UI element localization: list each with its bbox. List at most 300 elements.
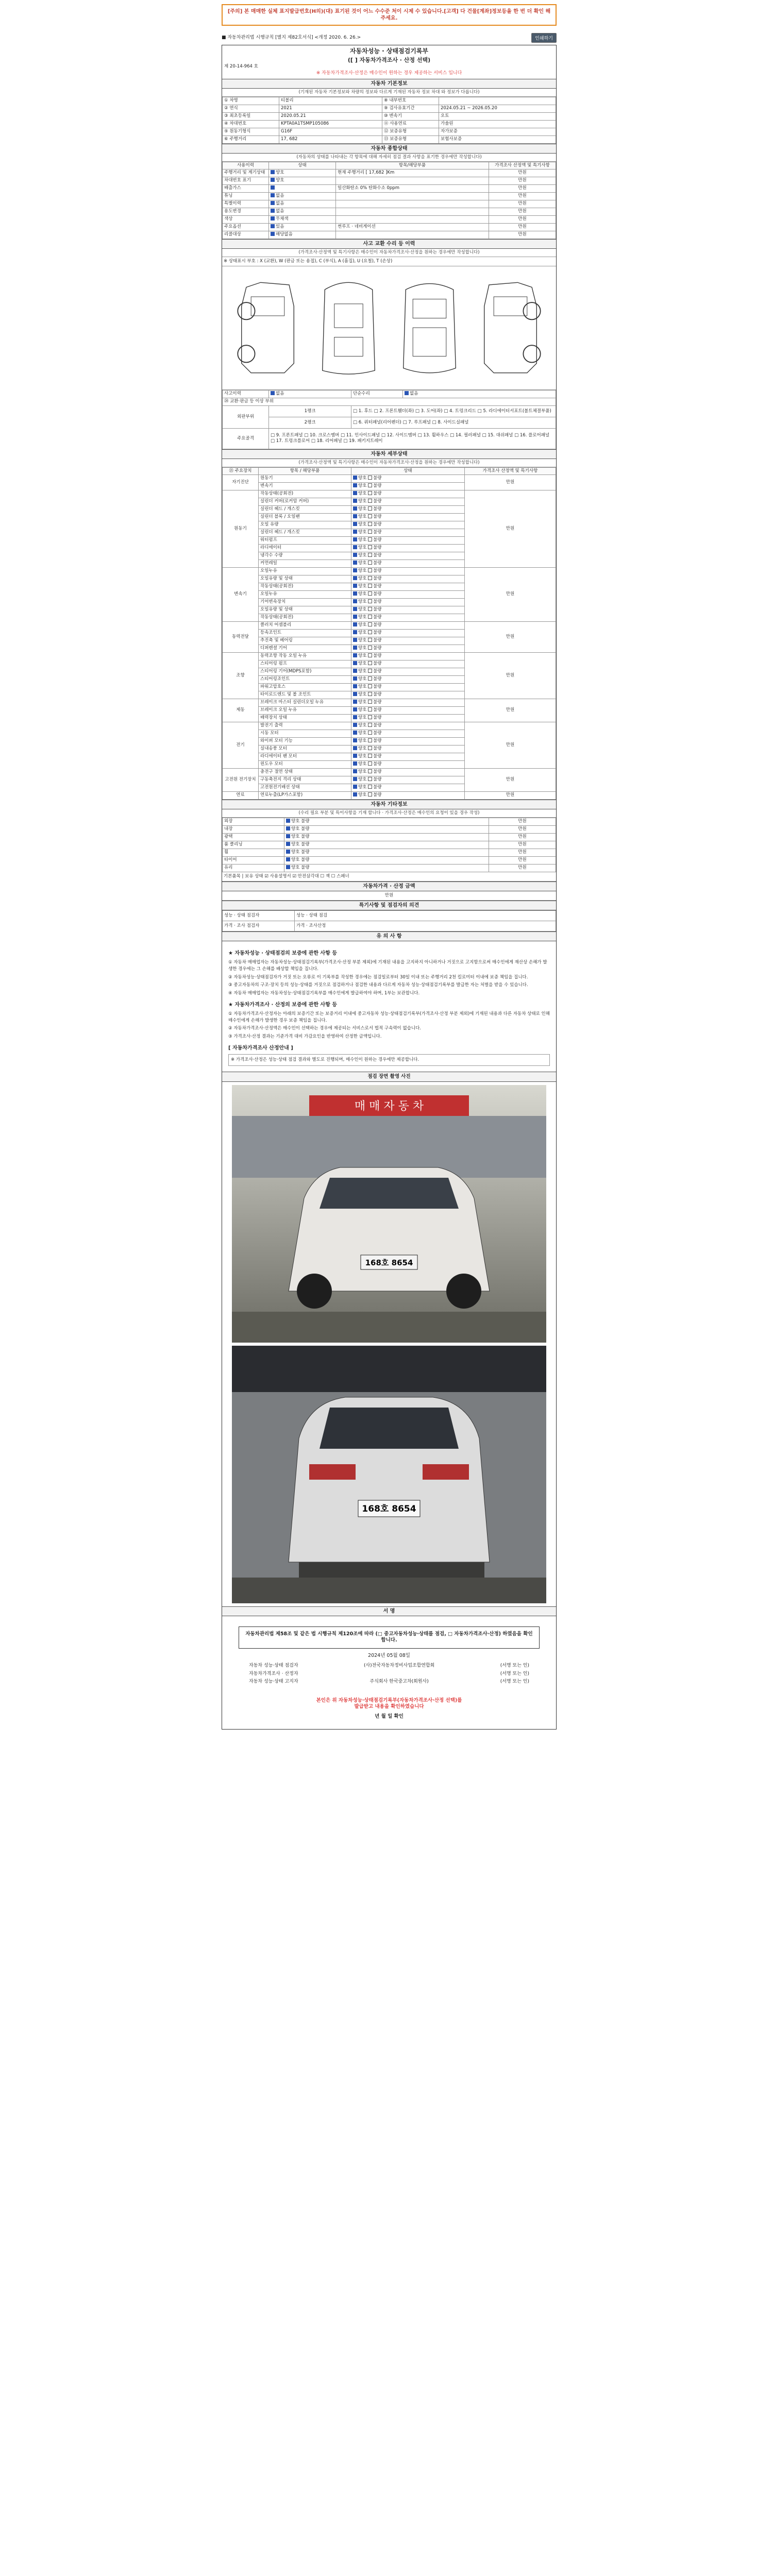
checkbox-icon[interactable] (353, 684, 357, 688)
overall-state-value: 있음 (276, 224, 284, 230)
basic-info-label: ⑪ 사용연료 (382, 120, 439, 128)
checkbox-icon[interactable] (368, 514, 372, 518)
basic-info-label: ③ 최초등록일 (223, 112, 279, 120)
checkbox-icon[interactable] (353, 576, 357, 580)
detail-item: 윈도우 모터 (259, 760, 351, 768)
checkbox-icon[interactable] (271, 201, 275, 205)
detail-item: 실린더 커버(로커암 커버) (259, 498, 351, 505)
law-reference: ■ 자동차관리법 시행규칙 [별지 제82호서식] <개정 2020. 6. 26.> (222, 35, 361, 40)
detail-item: 브레이크 오일 누유 (259, 706, 351, 714)
detail-state-bad: 불량 (373, 491, 382, 497)
detail-state-bad: 불량 (373, 646, 382, 651)
overall-state-value: 양호 (276, 170, 284, 176)
basic-info-row (223, 112, 556, 120)
etc-price: 만원 (489, 849, 556, 857)
overall-state-label: 튜닝 (223, 192, 269, 200)
detail-state-good: 양호 (358, 769, 367, 775)
checkbox-icon[interactable] (353, 607, 357, 611)
checkbox-icon[interactable] (286, 857, 290, 861)
basic-info-label: ⑬ 보증유형 (382, 135, 439, 143)
document-note: ※ 자동차가격조사·산정은 매수인이 원하는 경우 제공하는 서비스 입니다 (316, 70, 462, 76)
detail-state-bad: 불량 (373, 476, 382, 481)
checkbox-icon[interactable] (353, 561, 357, 565)
detail-item: 기어변속장치 (259, 598, 351, 606)
detail-state-good: 양호 (358, 684, 367, 690)
overall-state-row (223, 184, 556, 192)
checkbox-icon[interactable] (353, 522, 357, 526)
checkbox-icon[interactable] (368, 622, 372, 626)
detail-item: 고전원전기배선 상태 (259, 784, 351, 791)
checkbox-icon[interactable] (368, 731, 372, 735)
checkbox-icon[interactable] (368, 715, 372, 719)
detail-item: 오일 유량 (259, 521, 351, 529)
checkbox-icon[interactable] (353, 746, 357, 750)
sign-date: 2024년 05월 08일 (368, 1652, 410, 1658)
etc-value: 양호 불량 (291, 865, 310, 871)
detail-state-bad: 불량 (373, 591, 382, 597)
etc-value: 양호 불량 (291, 826, 310, 832)
detail-state-bad: 불량 (373, 506, 382, 512)
detail-state-good: 양호 (358, 607, 367, 613)
overall-state-row (223, 223, 556, 231)
detail-state-good: 양호 (358, 561, 367, 566)
notice1-title: ★ 자동차성능 · 상태점검의 보증에 관한 사항 등 (228, 951, 338, 957)
overall-state-row (223, 231, 556, 239)
checkbox-icon[interactable] (353, 537, 357, 541)
overall-state-label: 색상 (223, 215, 269, 223)
detail-item: 디퍼렌셜 기어 (259, 645, 351, 652)
checkbox-icon[interactable] (286, 850, 290, 854)
checkbox-icon[interactable] (368, 491, 372, 495)
checkbox-icon[interactable] (368, 607, 372, 611)
detail-row (223, 699, 556, 706)
detail-item: 클러치 어셈블리 (259, 621, 351, 629)
checkbox-icon[interactable] (286, 834, 290, 838)
notice2-title: ★ 자동차가격조사 · 산정의 보증에 관한 사항 등 (228, 1002, 338, 1008)
detail-item: 커먼레일 (259, 560, 351, 567)
checkbox-icon[interactable] (368, 522, 372, 526)
etc-label: 유리 (223, 865, 284, 872)
checkbox-icon[interactable] (368, 576, 372, 580)
checkbox-icon[interactable] (286, 819, 290, 823)
basic-info-row (223, 105, 556, 112)
etc-label: 휠 (223, 849, 284, 857)
footer (222, 1693, 556, 1729)
detail-state-bad: 불량 (373, 792, 382, 798)
opinion-table (222, 910, 556, 931)
detail-state-good: 양호 (358, 476, 367, 481)
exchange-rank2-row (223, 417, 556, 428)
checkbox-icon[interactable] (368, 545, 372, 549)
detail-state-good: 양호 (358, 553, 367, 558)
detail-state-good: 양호 (358, 483, 367, 489)
detail-row (223, 621, 556, 629)
detail-state-bad: 불량 (373, 684, 382, 690)
checkbox-icon[interactable] (353, 638, 357, 642)
checkbox-icon[interactable] (353, 483, 357, 487)
overall-state-price: 만원 (489, 177, 556, 184)
checkbox-icon[interactable] (353, 707, 357, 711)
record-page (222, 0, 557, 1730)
checkbox-icon[interactable] (353, 622, 357, 626)
price-head: 자동차가격 · 산정 금액 (222, 882, 556, 891)
detail-state-good: 양호 (358, 761, 367, 767)
basic-info-label: ⑫ 보증유형 (382, 128, 439, 135)
overall-state-price: 만원 (489, 223, 556, 231)
overall-state-value: 양호 (276, 178, 284, 183)
detail-state-good: 양호 (358, 630, 367, 636)
detail-state-good: 양호 (358, 669, 367, 674)
checkbox-icon[interactable] (368, 684, 372, 688)
checkbox-icon[interactable] (368, 568, 372, 572)
checkbox-icon[interactable] (368, 615, 372, 619)
overall-state-value: 없음 (276, 193, 284, 199)
opinion-label: 성능 · 상태 점검자 (223, 911, 295, 921)
checkbox-icon[interactable] (368, 723, 372, 727)
detail-item: 추진축 및 베어링 (259, 637, 351, 645)
checkbox-icon[interactable] (353, 646, 357, 650)
exchange-rank1-row: 외판부위 1랭크 □ 1. 후드 □ 2. 프론트휀더(좌) □ 3. 도어(좌) □ 4. 트렁크리드 □ 5. 라디에이터서포트(볼트체결부품) (223, 405, 556, 417)
checkbox-icon[interactable] (353, 491, 357, 495)
etc-row (223, 834, 556, 841)
checkbox-icon[interactable] (368, 530, 372, 534)
car-top-front-diagram (308, 271, 389, 384)
etc-row (223, 865, 556, 872)
checkbox-icon[interactable] (353, 630, 357, 634)
checkbox-icon[interactable] (368, 792, 372, 796)
checkbox-icon[interactable] (368, 476, 372, 480)
checkbox-icon[interactable] (353, 715, 357, 719)
detail-state-bad: 불량 (373, 530, 382, 535)
overall-state-item (336, 200, 489, 208)
detail-item: 충전구 절연 상태 (259, 768, 351, 776)
checkbox-icon[interactable] (353, 568, 357, 572)
etc-row (223, 841, 556, 849)
detail-row (223, 722, 556, 730)
detail-item: 구동축전지 격리 상태 (259, 776, 351, 784)
overall-state-value: 무채색 (276, 216, 289, 222)
notice-line: ② 자동차가격조사·산정액은 매수인이 선택하는 경우에 제공되는 서비스로서 법적 구속력이 없습니다. (228, 1026, 421, 1031)
checkbox-icon[interactable] (353, 530, 357, 534)
sign-row (249, 1679, 529, 1685)
sign-row (249, 1671, 529, 1677)
overall-state-price: 만원 (489, 208, 556, 215)
etc-value: 양호 불량 (291, 842, 310, 848)
checkbox-icon[interactable] (353, 661, 357, 665)
checkbox-icon[interactable] (353, 615, 357, 619)
checkbox-icon[interactable] (353, 792, 357, 796)
checkbox-icon[interactable] (353, 754, 357, 758)
detail-price: 만원 (465, 490, 556, 567)
basic-info-label: ① 차명 (223, 97, 279, 105)
checkbox-icon[interactable] (368, 630, 372, 634)
sign-org: 주식회사 한국중고차(회원사) (369, 1679, 429, 1685)
overall-state-label: 용도변경 (223, 208, 269, 215)
etc-value: 양호 불량 (291, 819, 310, 824)
checkbox-icon[interactable] (271, 209, 275, 213)
checkbox-icon[interactable] (353, 584, 357, 588)
etc-price: 만원 (489, 857, 556, 865)
checkbox-icon[interactable] (368, 746, 372, 750)
basic-info-table (222, 97, 556, 144)
etc-row (223, 849, 556, 857)
detail-item: 실린더 헤드 / 개스킷 (259, 529, 351, 536)
notice-line: ① 자동차가격조사·산정자는 아래의 보증기간 또는 보증거리 이내에 중고자동차 성능·상태점검기록부(가격조사·산정 부분 제외)에 기재된 내용과 다른 자동차 상태로 인해 매수인에게 손해가 발생한 경우 보증 책임을 집니다. (228, 1011, 550, 1023)
detail-state-good: 양호 (358, 514, 367, 520)
checkbox-icon[interactable] (353, 785, 357, 789)
checkbox-icon[interactable] (353, 476, 357, 480)
etc-price: 만원 (489, 834, 556, 841)
detail-item: 배력장치 상태 (259, 714, 351, 722)
checkbox-icon[interactable] (368, 584, 372, 588)
checkbox-icon[interactable] (353, 553, 357, 557)
notice-section (222, 941, 556, 1072)
checkbox-icon[interactable] (368, 553, 372, 557)
detail-item: 냉각수 수량 (259, 552, 351, 560)
detail-state-bad: 불량 (373, 653, 382, 659)
detail-price: 만원 (465, 722, 556, 768)
opinion-label: 가격 · 조사 점검자 (223, 921, 295, 931)
checkbox-icon[interactable] (353, 506, 357, 511)
detail-desc: (가격조사·산정액 및 특기사항은 매수인이 자동차가격조사·산정을 원하는 경우에만 작성합니다) (222, 459, 556, 467)
checkbox-icon[interactable] (368, 599, 372, 603)
rank1-items: □ 1. 후드 □ 2. 프론트휀더(좌) □ 3. 도어(좌) □ 4. 트렁크리드 □ 5. 라디에이터서포트(볼트체결부품) (351, 405, 556, 417)
sign-role: 자동차 성능·상태 점검자 (249, 1663, 298, 1668)
damage-desc: (가격조사·산정액 및 특기사항은 매수인이 자동차가격조사·산정을 원하는 경우에만 작성합니다) (222, 249, 556, 257)
detail-item: 오일누유 (259, 567, 351, 575)
accident-table (222, 390, 556, 449)
etc-label: 내장 (223, 826, 284, 834)
detail-state-good: 양호 (358, 638, 367, 643)
sign-mark: (서명 또는 인) (500, 1671, 529, 1676)
car-top-rear-diagram (389, 271, 470, 384)
overall-state-value: 없음 (276, 209, 284, 214)
checkbox-icon[interactable] (368, 561, 372, 565)
detail-item: 등속조인트 (259, 629, 351, 637)
col-state: 상태 (269, 162, 336, 169)
checkbox-icon[interactable] (353, 545, 357, 549)
exchange-head: ⑳ 교환·판금 등 이상 부위 (223, 398, 556, 405)
detail-item: 오일유량 및 상태 (259, 606, 351, 614)
detail-item: 스티어링조인트 (259, 675, 351, 683)
checkbox-icon[interactable] (368, 785, 372, 789)
checkbox-icon[interactable] (353, 769, 357, 773)
basic-info-label: ⑩ 변속기 (382, 112, 439, 120)
checkbox-icon[interactable] (368, 700, 372, 704)
detail-item: 타이로드엔드 및 볼 조인트 (259, 691, 351, 699)
overall-state-row (223, 208, 556, 215)
checkbox-icon[interactable] (286, 826, 290, 831)
accident-label: 사고이력 (223, 390, 269, 398)
detail-state-bad: 불량 (373, 761, 382, 767)
checkbox-icon[interactable] (353, 599, 357, 603)
detail-state-bad: 불량 (373, 707, 382, 713)
detail-state-good: 양호 (358, 491, 367, 497)
checkbox-icon[interactable] (368, 777, 372, 781)
detail-item: 동력조향 작동 오일 누유 (259, 652, 351, 660)
detail-state-good: 양호 (358, 545, 367, 551)
overall-state-item (336, 177, 489, 184)
basic-info-value: 2020.05.21 (279, 112, 382, 120)
etc-row (223, 826, 556, 834)
checkbox-icon[interactable] (368, 653, 372, 657)
detail-state-good: 양호 (358, 723, 367, 728)
basic-info-value: 오토 (439, 112, 556, 120)
overall-state-price: 만원 (489, 200, 556, 208)
detail-head: 자동차 세부상태 (222, 449, 556, 459)
checkbox-icon[interactable] (286, 865, 290, 869)
detail-col-device: ㉑ 주요장치 (223, 467, 259, 474)
overall-state-item: 썬루프 · 네비게이션 (336, 223, 489, 231)
detail-price: 만원 (465, 699, 556, 722)
checkbox-icon[interactable] (271, 216, 275, 221)
detail-item: 실내송풍 모터 (259, 745, 351, 753)
overall-state-row (223, 177, 556, 184)
detail-row (223, 768, 556, 776)
basic-info-value: 17, 682 (279, 135, 382, 143)
checkbox-icon[interactable] (353, 499, 357, 503)
print-button[interactable]: 인쇄하기 (531, 33, 557, 43)
opinion-row (223, 921, 556, 931)
basic-items-line: 기본품목 | 보유 상태 ☑ 사용설명서 ☑ 안전삼각대 ☐ 잭 ☐ 스패너 (222, 872, 556, 882)
basic-info-row (223, 120, 556, 128)
detail-state-good: 양호 (358, 615, 367, 620)
checkbox-icon[interactable] (368, 669, 372, 673)
overall-state-item (336, 215, 489, 223)
checkbox-icon[interactable] (368, 661, 372, 665)
checkbox-icon[interactable] (271, 232, 275, 236)
detail-state-bad: 불량 (373, 738, 382, 744)
basic-info-value (439, 97, 556, 105)
notice-line: ② 자동차성능·상태점검자가 거짓 또는 오류로 이 기록부를 작성한 경우에는 점검일로부터 30일 이내 또는 주행거리 2천 킬로미터 이내에 보증 책임을 집니다. (228, 974, 528, 980)
detail-state-bad: 불량 (373, 615, 382, 620)
detail-group-name: 원동기 (223, 490, 259, 567)
checkbox-icon[interactable] (353, 761, 357, 766)
checkbox-icon[interactable] (271, 170, 275, 174)
detail-price: 만원 (465, 652, 556, 699)
detail-state-bad: 불량 (373, 483, 382, 489)
detail-state-bad: 불량 (373, 661, 382, 667)
checkbox-icon[interactable] (353, 591, 357, 596)
basic-info-value: 2021 (279, 105, 382, 112)
checkbox-icon[interactable] (271, 193, 275, 197)
detail-state-bad: 불량 (373, 769, 382, 775)
sign-org: (사)전국자동차정비사업조합연합회 (363, 1663, 435, 1668)
etc-head: 자동차 기타정보 (222, 800, 556, 809)
detail-state-bad: 불량 (373, 499, 382, 504)
checkbox-icon[interactable] (368, 754, 372, 758)
checkbox-icon[interactable] (271, 185, 275, 190)
checkbox-icon[interactable] (271, 224, 275, 228)
checkbox-icon[interactable] (368, 707, 372, 711)
detail-state-good: 양호 (358, 506, 367, 512)
checkbox-icon[interactable] (271, 178, 275, 182)
checkbox-icon[interactable] (353, 514, 357, 518)
detail-row (223, 567, 556, 575)
detail-state-bad: 불량 (373, 746, 382, 752)
checkbox-icon[interactable] (368, 499, 372, 503)
checkbox-icon[interactable] (353, 738, 357, 742)
price-line: 만원 (222, 891, 556, 901)
basic-info-head: 자동차 기본정보 (222, 79, 556, 89)
detail-state-good: 양호 (358, 591, 367, 597)
detail-state-good: 양호 (358, 785, 367, 790)
checkbox-icon[interactable] (368, 506, 372, 511)
checkbox-icon[interactable] (353, 653, 357, 657)
checkbox-icon[interactable] (368, 591, 372, 596)
detail-price: 만원 (465, 567, 556, 621)
basic-info-row (223, 128, 556, 135)
sign-role: 자동차가격조사 · 산정자 (249, 1671, 298, 1676)
checkbox-icon[interactable] (368, 537, 372, 541)
checkbox-icon[interactable] (368, 761, 372, 766)
detail-state-good: 양호 (358, 646, 367, 651)
etc-row (223, 818, 556, 826)
checkbox-icon[interactable] (368, 483, 372, 487)
overall-state-label: 주요옵션 (223, 223, 269, 231)
detail-item: 실린더 헤드 / 개스킷 (259, 505, 351, 513)
checkbox-icon[interactable] (353, 676, 357, 681)
overall-state-price: 만원 (489, 231, 556, 239)
accident-row (223, 390, 556, 398)
detail-state-good: 양호 (358, 676, 367, 682)
photo-banner: 매 매 자 동 차 (354, 1099, 424, 1113)
checkbox-icon[interactable] (368, 692, 372, 696)
detail-group-name: 제동 (223, 699, 259, 722)
overall-state-item: 일산화탄소 0% 탄화수소 0ppm (336, 184, 489, 192)
detail-item: 시동 모터 (259, 730, 351, 737)
checkbox-icon[interactable] (368, 638, 372, 642)
checkbox-icon[interactable] (368, 646, 372, 650)
detail-state-good: 양호 (358, 715, 367, 721)
detail-group-name: 전기 (223, 722, 259, 768)
detail-state-bad: 불량 (373, 576, 382, 582)
etc-value: 양호 불량 (291, 834, 310, 840)
detail-state-good: 양호 (358, 530, 367, 535)
etc-price: 만원 (489, 818, 556, 826)
overall-state-item: 현재 주행거리 [ 17,682 ]Km (336, 169, 489, 177)
detail-state-good: 양호 (358, 754, 367, 759)
detail-state-bad: 불량 (373, 715, 382, 721)
accident-value: 없음 (276, 391, 284, 397)
checkbox-icon[interactable] (353, 700, 357, 704)
checkbox-icon[interactable] (353, 692, 357, 696)
overall-state-row (223, 200, 556, 208)
etc-price: 만원 (489, 826, 556, 834)
detail-price: 만원 (465, 768, 556, 791)
checkbox-icon[interactable] (353, 731, 357, 735)
checkbox-icon[interactable] (286, 842, 290, 846)
vehicle-photo-front (232, 1085, 546, 1343)
detail-item: 워터펌프 (259, 536, 351, 544)
detail-state-bad: 불량 (373, 777, 382, 783)
detail-state-bad: 불량 (373, 522, 382, 528)
checkbox-icon[interactable] (353, 777, 357, 781)
basic-info-value: 자가보증 (439, 128, 556, 135)
checkbox-icon[interactable] (368, 769, 372, 773)
checkbox-icon[interactable] (368, 738, 372, 742)
checkbox-icon[interactable] (353, 669, 357, 673)
detail-state-bad: 불량 (373, 607, 382, 613)
overall-state-price: 만원 (489, 215, 556, 223)
plate-text: 168호 8654 (365, 1258, 413, 1267)
checkbox-icon[interactable] (368, 676, 372, 681)
detail-state-good: 양호 (358, 622, 367, 628)
detail-state-good: 양호 (358, 522, 367, 528)
checkbox-icon[interactable] (353, 723, 357, 727)
detail-state-bad: 불량 (373, 676, 382, 682)
footer-line-2: 발급받고 내용을 확인하였습니다 (354, 1704, 424, 1710)
